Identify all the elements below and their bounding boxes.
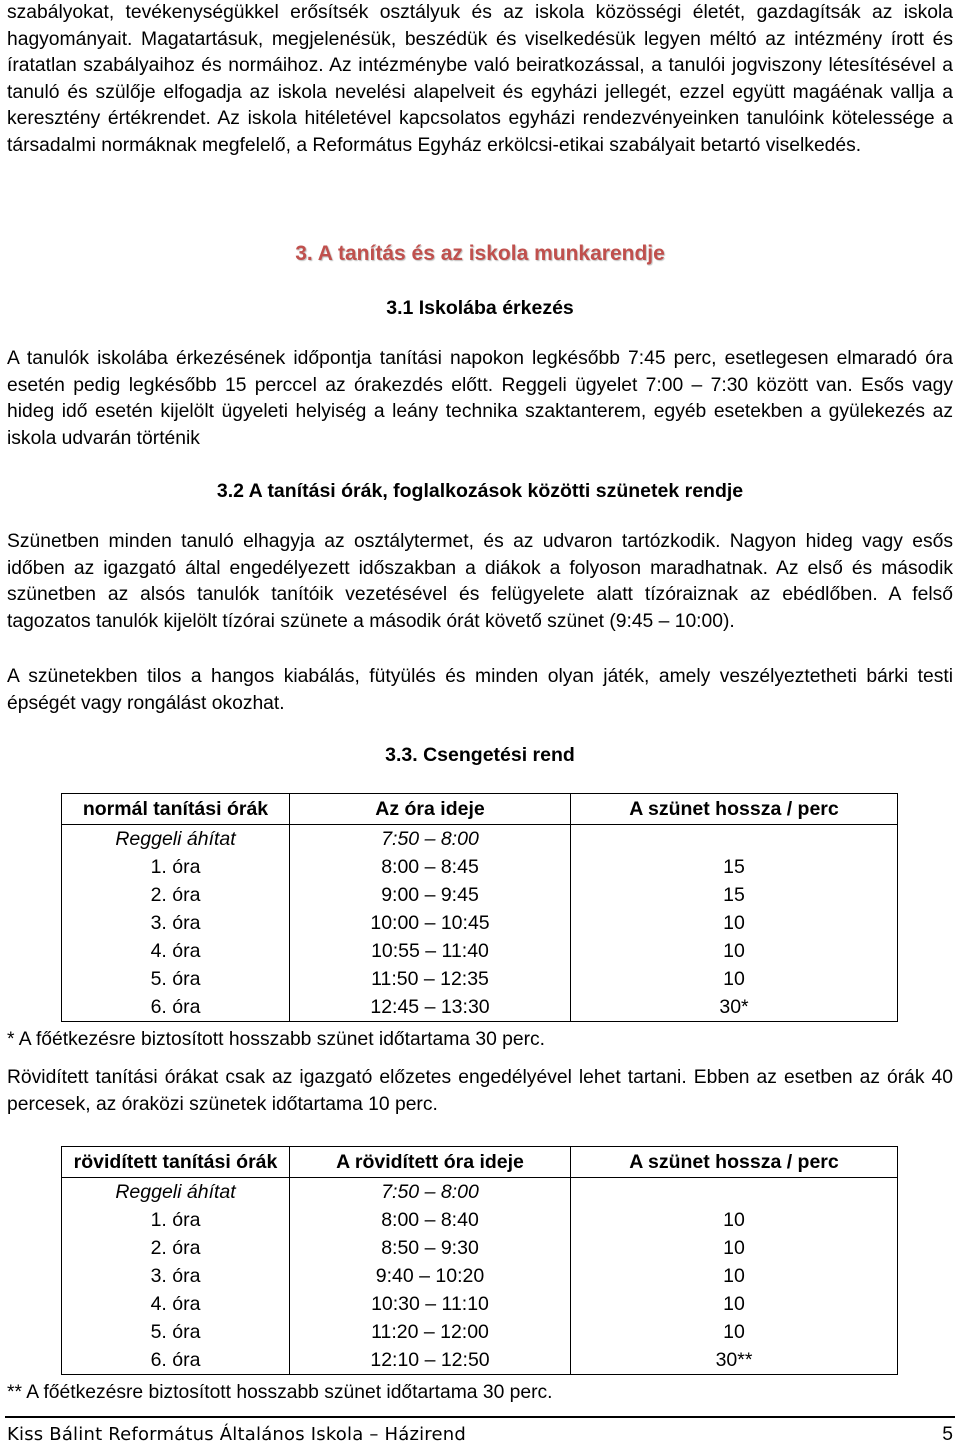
table-row [62,1262,898,1290]
table-cell: 1. óra [62,853,290,881]
table-row [62,1346,898,1375]
paragraph-intro: szabályokat, tevékenységükkel erősítsék osztályuk és az iskola közösségi életét, gazdagítsák az iskola hagyományait. Magatartásuk, megjelenésük, beszédük és viselkedésük legyen méltó az intézmény írott és íratatlan szabályaihoz és normáihoz. Az intézménybe való beiratkozással, a tanulói jogviszony létesítésével a tanuló és szülője elfogadja az iskola nevelési alapelveit és egyházi jellegét, ezzel együtt magáénak vallja a keresztény értékrendet. Az iskola hitéletével kapcsolatos egyházi rendezvényeinken tanulóink kötelessége a társadalmi normáknak megfelelő, a Református Egyház erkölcsi-etikai szabályait betartó viselkedés. [7,2,953,156]
schedule-table-normal [61,793,898,1022]
table-header-cell: Az óra ideje [290,794,571,825]
page-footer [7,1424,953,1446]
table-cell: 2. óra [62,1234,290,1262]
table-cell: 10 [571,1234,898,1262]
paragraph-arrival: A tanulók iskolába érkezésének időpontja tanítási napokon legkésőbb 7:45 perc, esetlegesen elmaradó óra esetén pedig legkésőbb 15 perccel az órakezdés előtt. Reggeli ügyelet 7:00 – 7:30 között van. Esős vagy hideg idő esetén kijelölt ügyeleti helyiség a leány technika szaktanterem, egyéb esetekben a gyülekezés az iskola udvarán történik [7,348,953,449]
table-cell: 7:50 – 8:00 [290,1178,571,1207]
table-header-row [62,1147,898,1178]
subheading-3-2: 3.2 A tanítási órák, foglalkozások közötti szünetek rendje [216,480,744,502]
table-cell: 10:00 – 10:45 [290,909,571,937]
table-cell: 15 [571,853,898,881]
table-cell: 5. óra [62,1318,290,1346]
table-row [62,1178,898,1207]
table-cell: 3. óra [62,909,290,937]
section-heading-3: 3. A tanítás és az iskola munkarendje [295,242,665,265]
table-cell: 3. óra [62,1262,290,1290]
table-cell: 10:55 – 11:40 [290,937,571,965]
table-cell [571,825,898,854]
table-cell: 10 [571,1290,898,1318]
table-row [62,1290,898,1318]
table-cell: 30** [571,1346,898,1375]
table-cell: 30* [571,993,898,1022]
table-cell: 11:50 – 12:35 [290,965,571,993]
table-header-row [62,794,898,825]
footer-title: Kiss Bálint Református Általános Iskola – Házirend [7,1424,467,1445]
table-header-cell: A szünet hossza / perc [571,1147,898,1178]
footer-divider [5,1416,955,1418]
table-cell: 7:50 – 8:00 [290,825,571,854]
table-row [62,909,898,937]
table-row [62,1234,898,1262]
table-cell: 10 [571,965,898,993]
paragraph-prohibitions: A szünetekben tilos a hangos kiabálás, fütyülés és minden olyan játék, amely veszélyeztetheti bárki testi épségét vagy rongálást okozhat. [7,666,953,714]
table-row [62,853,898,881]
table-cell: 10 [571,1318,898,1346]
table-cell: 9:00 – 9:45 [290,881,571,909]
table-cell: 1. óra [62,1206,290,1234]
table-cell: 6. óra [62,1346,290,1375]
paragraph-breaks: Szünetben minden tanuló elhagyja az osztálytermet, és az udvaron tartózkodik. Nagyon hideg vagy esős időben az igazgató által engedélyezett időszakban a diákok a folyoson maradhatnak. Az első és második szünetben az alsós tanulók tanítóik vezetésével és felügyelete alatt tízóraiznak az ebédlőben. A felső tagozatos tanulók kijelölt tízórai szünete a második órát követő szünet (9:45 – 10:00). [7,531,953,632]
table-row [62,937,898,965]
table-header-cell: A szünet hossza / perc [571,794,898,825]
table-cell: Reggeli áhítat [62,1178,290,1207]
table-cell: 5. óra [62,965,290,993]
table-header-cell: A rövidített óra ideje [290,1147,571,1178]
table-cell: 10 [571,1206,898,1234]
table-cell: 8:00 – 8:40 [290,1206,571,1234]
table-cell: 15 [571,881,898,909]
subheading-3-1: 3.1 Iskolába érkezés [386,297,574,319]
table-footnote: * A főétkezésre biztosított hosszabb szünet időtartama 30 perc. [7,1029,546,1050]
table-row [62,993,898,1022]
table-cell: 11:20 – 12:00 [290,1318,571,1346]
table-cell: 10:30 – 11:10 [290,1290,571,1318]
table-cell: 6. óra [62,993,290,1022]
table-row [62,881,898,909]
table-cell: 4. óra [62,1290,290,1318]
table-cell: 10 [571,1262,898,1290]
table-row [62,1206,898,1234]
table-row [62,1318,898,1346]
table-cell: 9:40 – 10:20 [290,1262,571,1290]
table-header-cell: normál tanítási órák [62,794,290,825]
table-row [62,825,898,854]
table-cell: 8:50 – 9:30 [290,1234,571,1262]
table-cell: 4. óra [62,937,290,965]
table-header-cell: rövidített tanítási órák [62,1147,290,1178]
table-cell: 12:45 – 13:30 [290,993,571,1022]
table-cell [571,1178,898,1207]
table-cell: Reggeli áhítat [62,825,290,854]
page-number: 5 [942,1424,953,1445]
table-row [62,965,898,993]
subheading-3-3: 3.3. Csengetési rend [385,744,575,766]
table-cell: 2. óra [62,881,290,909]
table-cell: 10 [571,937,898,965]
table-cell: 8:00 – 8:45 [290,853,571,881]
table-cell: 10 [571,909,898,937]
schedule-table-shortened [61,1146,898,1375]
table-footnote: ** A főétkezésre biztosított hosszabb szünet időtartama 30 perc. [7,1382,553,1403]
table-cell: 12:10 – 12:50 [290,1346,571,1375]
paragraph-shortened-lessons: Rövidített tanítási órákat csak az igazgató előzetes engedélyével lehet tartani. Ebben az esetben az órák 40 percesek, az óraközi szünetek időtartama 10 perc. [7,1067,953,1115]
